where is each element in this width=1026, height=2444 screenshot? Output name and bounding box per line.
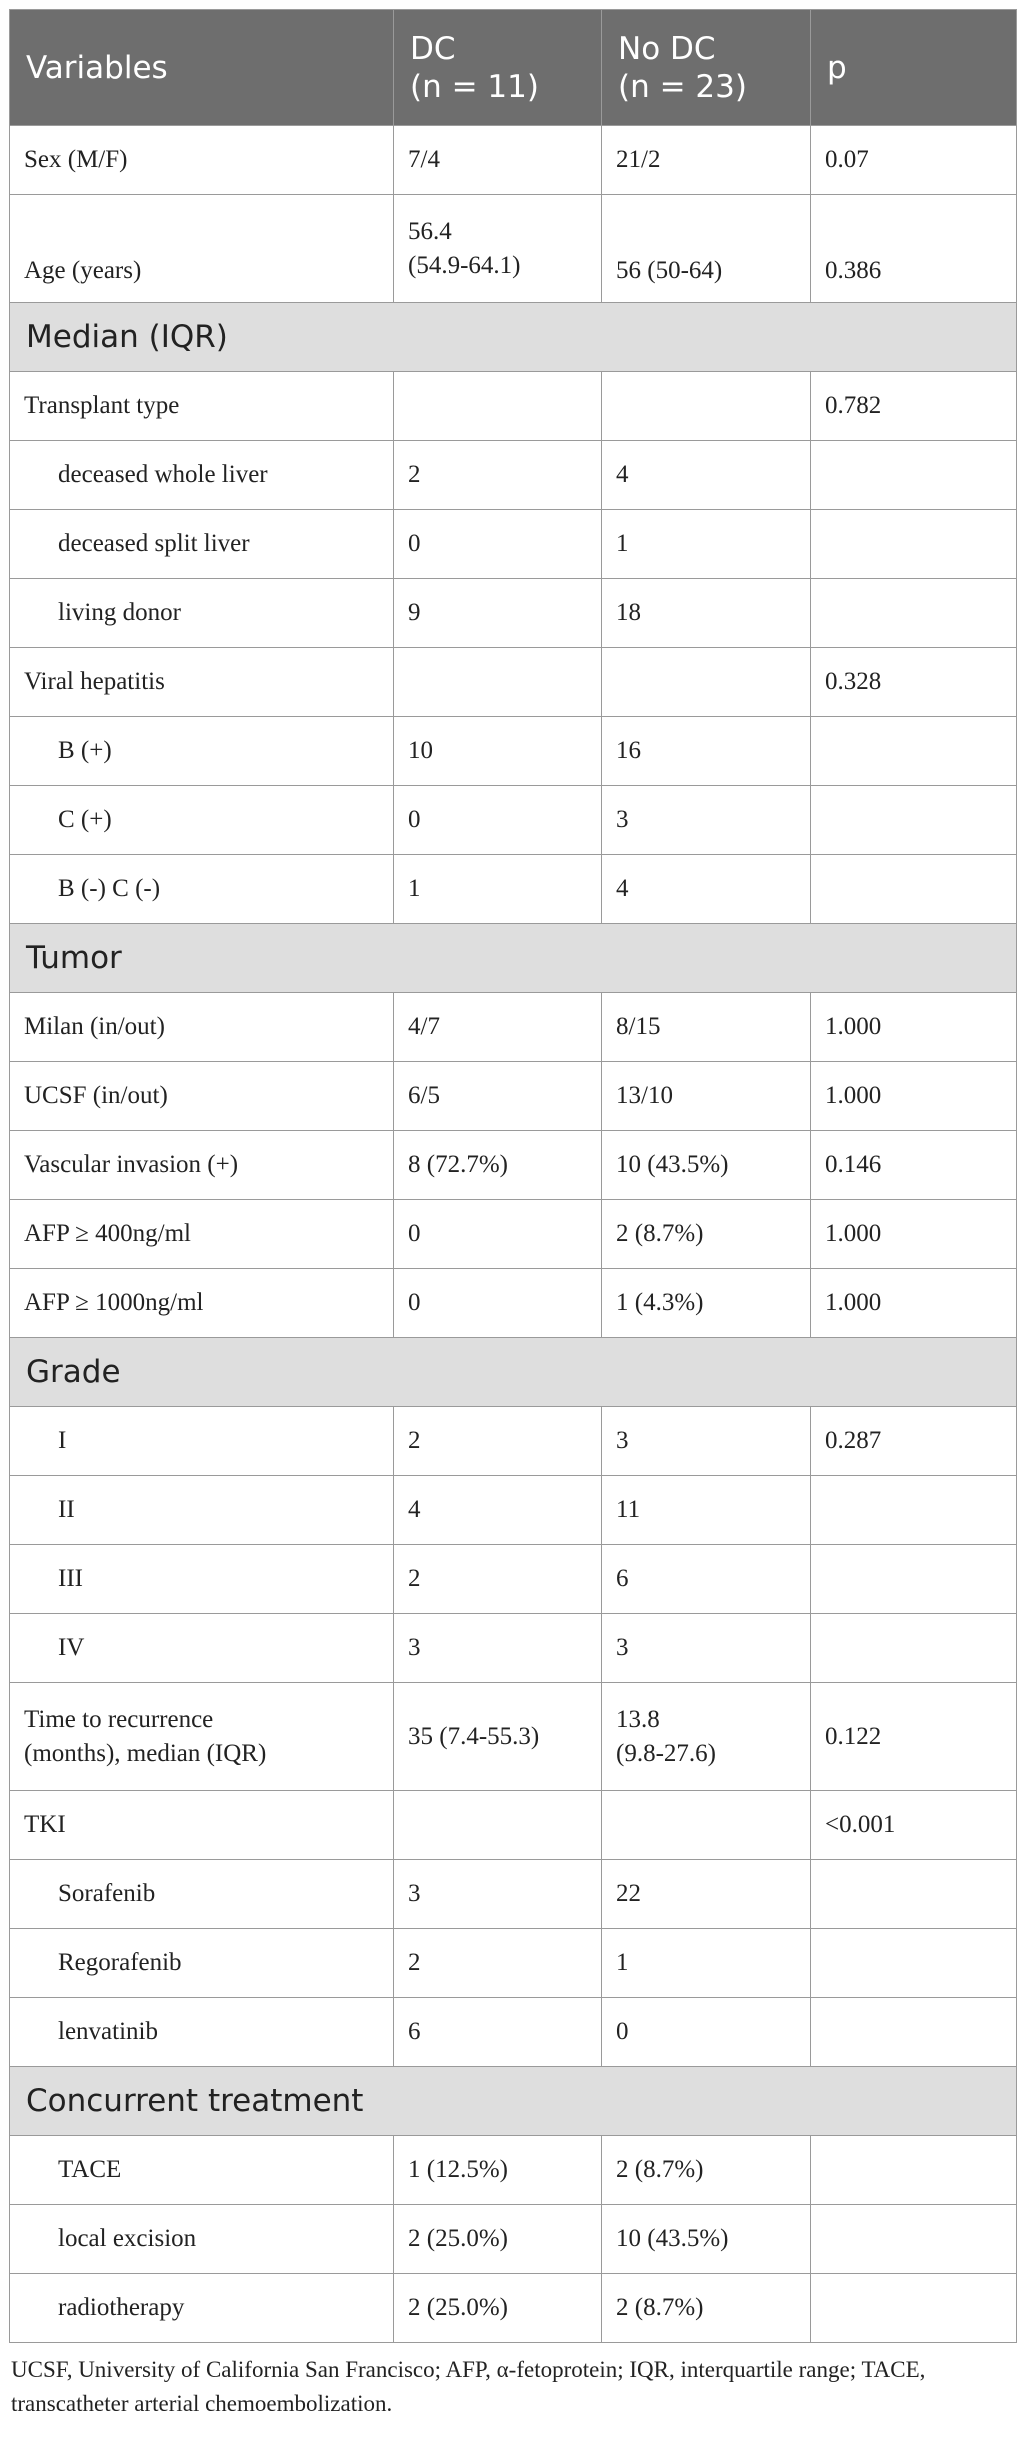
row-label: TKI bbox=[10, 1791, 394, 1860]
dc-value bbox=[394, 372, 602, 441]
table-row bbox=[10, 855, 1017, 924]
dc-value: 2 (25.0%) bbox=[394, 2205, 602, 2274]
dc-value bbox=[394, 1791, 602, 1860]
p-value: <0.001 bbox=[811, 1791, 1017, 1860]
no-dc-value: 1 bbox=[602, 510, 811, 579]
table-row bbox=[10, 579, 1017, 648]
dc-value: 8 (72.7%) bbox=[394, 1131, 602, 1200]
row-label: Transplant type bbox=[10, 372, 394, 441]
header-dc: DC (n = 11) bbox=[394, 10, 602, 126]
table-row bbox=[10, 1269, 1017, 1338]
p-value bbox=[811, 2274, 1017, 2343]
table-document bbox=[9, 9, 1016, 2421]
table-row bbox=[10, 1062, 1017, 1131]
dc-value: 10 bbox=[394, 717, 602, 786]
p-value bbox=[811, 1929, 1017, 1998]
dc-value: 6 bbox=[394, 1998, 602, 2067]
table-row bbox=[10, 1131, 1017, 1200]
no-dc-value: 6 bbox=[602, 1545, 811, 1614]
dc-value: 4/7 bbox=[394, 993, 602, 1062]
table-row bbox=[10, 1791, 1017, 1860]
p-value bbox=[811, 1614, 1017, 1683]
table-row bbox=[10, 1614, 1017, 1683]
table-row bbox=[10, 1407, 1017, 1476]
no-dc-value: 0 bbox=[602, 1998, 811, 2067]
p-value bbox=[811, 510, 1017, 579]
p-value bbox=[811, 1476, 1017, 1545]
row-label: UCSF (in/out) bbox=[10, 1062, 394, 1131]
no-dc-value: 3 bbox=[602, 1614, 811, 1683]
no-dc-value: 10 (43.5%) bbox=[602, 2205, 811, 2274]
table-row bbox=[10, 441, 1017, 510]
p-value bbox=[811, 855, 1017, 924]
p-value bbox=[811, 2205, 1017, 2274]
p-value: 1.000 bbox=[811, 1200, 1017, 1269]
row-label: living donor bbox=[10, 579, 394, 648]
table-body bbox=[10, 126, 1017, 2343]
table-row bbox=[10, 1200, 1017, 1269]
p-value: 0.146 bbox=[811, 1131, 1017, 1200]
row-label: deceased whole liver bbox=[10, 441, 394, 510]
table-row bbox=[10, 648, 1017, 717]
dc-value: 3 bbox=[394, 1614, 602, 1683]
table-row bbox=[10, 510, 1017, 579]
table-row bbox=[10, 372, 1017, 441]
dc-value: 4 bbox=[394, 1476, 602, 1545]
row-label: Viral hepatitis bbox=[10, 648, 394, 717]
no-dc-value: 4 bbox=[602, 855, 811, 924]
p-value bbox=[811, 717, 1017, 786]
p-value: 0.07 bbox=[811, 126, 1017, 195]
row-label: I bbox=[10, 1407, 394, 1476]
section-row bbox=[10, 924, 1017, 993]
no-dc-value: 18 bbox=[602, 579, 811, 648]
table-row bbox=[10, 2274, 1017, 2343]
dc-value: 56.4 (54.9-64.1) bbox=[394, 195, 602, 303]
no-dc-value: 13.8 (9.8-27.6) bbox=[602, 1683, 811, 1791]
no-dc-value bbox=[602, 372, 811, 441]
p-value bbox=[811, 1860, 1017, 1929]
table-row bbox=[10, 1545, 1017, 1614]
no-dc-value: 3 bbox=[602, 1407, 811, 1476]
section-label: Median (IQR) bbox=[10, 303, 1017, 372]
dc-value: 2 bbox=[394, 1407, 602, 1476]
row-label: IV bbox=[10, 1614, 394, 1683]
p-value bbox=[811, 579, 1017, 648]
no-dc-value: 21/2 bbox=[602, 126, 811, 195]
table-row bbox=[10, 126, 1017, 195]
p-value bbox=[811, 441, 1017, 510]
p-value: 0.122 bbox=[811, 1683, 1017, 1791]
row-label: TACE bbox=[10, 2136, 394, 2205]
table-row bbox=[10, 786, 1017, 855]
no-dc-value: 8/15 bbox=[602, 993, 811, 1062]
no-dc-value: 56 (50-64) bbox=[602, 195, 811, 303]
row-label: radiotherapy bbox=[10, 2274, 394, 2343]
p-value bbox=[811, 1998, 1017, 2067]
row-label: local excision bbox=[10, 2205, 394, 2274]
dc-value: 0 bbox=[394, 1200, 602, 1269]
dc-value: 2 (25.0%) bbox=[394, 2274, 602, 2343]
row-label: Sorafenib bbox=[10, 1860, 394, 1929]
dc-value: 6/5 bbox=[394, 1062, 602, 1131]
row-label: AFP ≥ 1000ng/ml bbox=[10, 1269, 394, 1338]
p-value: 1.000 bbox=[811, 1269, 1017, 1338]
row-label: Age (years) bbox=[10, 195, 394, 303]
dc-value: 0 bbox=[394, 1269, 602, 1338]
dc-value: 2 bbox=[394, 1929, 602, 1998]
dc-value: 9 bbox=[394, 579, 602, 648]
p-value: 0.287 bbox=[811, 1407, 1017, 1476]
table-row bbox=[10, 993, 1017, 1062]
dc-value: 2 bbox=[394, 1545, 602, 1614]
row-label: Milan (in/out) bbox=[10, 993, 394, 1062]
table-row bbox=[10, 717, 1017, 786]
section-label: Tumor bbox=[10, 924, 1017, 993]
dc-value: 0 bbox=[394, 510, 602, 579]
no-dc-value: 1 (4.3%) bbox=[602, 1269, 811, 1338]
no-dc-value: 10 (43.5%) bbox=[602, 1131, 811, 1200]
no-dc-value: 2 (8.7%) bbox=[602, 2136, 811, 2205]
no-dc-value bbox=[602, 1791, 811, 1860]
row-label: II bbox=[10, 1476, 394, 1545]
no-dc-value: 2 (8.7%) bbox=[602, 1200, 811, 1269]
no-dc-value: 2 (8.7%) bbox=[602, 2274, 811, 2343]
row-label: lenvatinib bbox=[10, 1998, 394, 2067]
row-label: Vascular invasion (+) bbox=[10, 1131, 394, 1200]
p-value: 0.386 bbox=[811, 195, 1017, 303]
p-value: 0.782 bbox=[811, 372, 1017, 441]
p-value: 0.328 bbox=[811, 648, 1017, 717]
dc-value: 7/4 bbox=[394, 126, 602, 195]
row-label: Regorafenib bbox=[10, 1929, 394, 1998]
row-label: deceased split liver bbox=[10, 510, 394, 579]
header-p: p bbox=[811, 10, 1017, 126]
no-dc-value: 1 bbox=[602, 1929, 811, 1998]
dc-value: 0 bbox=[394, 786, 602, 855]
table-row bbox=[10, 2136, 1017, 2205]
table-row bbox=[10, 2205, 1017, 2274]
table-row bbox=[10, 1860, 1017, 1929]
row-label: III bbox=[10, 1545, 394, 1614]
section-row bbox=[10, 2067, 1017, 2136]
no-dc-value: 16 bbox=[602, 717, 811, 786]
section-row bbox=[10, 303, 1017, 372]
table-row bbox=[10, 1998, 1017, 2067]
table-row bbox=[10, 195, 1017, 303]
table-footnote: UCSF, University of California San Francisco; AFP, α-fetoprotein; IQR, interquartile range; TACE, transcatheter arterial chemoembolization. bbox=[11, 2357, 926, 2416]
dc-value: 1 bbox=[394, 855, 602, 924]
dc-value: 2 bbox=[394, 441, 602, 510]
header-no-dc: No DC (n = 23) bbox=[602, 10, 811, 126]
table-row bbox=[10, 1476, 1017, 1545]
section-label: Concurrent treatment bbox=[10, 2067, 1017, 2136]
row-label: B (+) bbox=[10, 717, 394, 786]
row-label: AFP ≥ 400ng/ml bbox=[10, 1200, 394, 1269]
row-label: C (+) bbox=[10, 786, 394, 855]
header-variables: Variables bbox=[10, 10, 394, 126]
p-value bbox=[811, 786, 1017, 855]
p-value bbox=[811, 2136, 1017, 2205]
p-value: 1.000 bbox=[811, 993, 1017, 1062]
row-label: B (-) C (-) bbox=[10, 855, 394, 924]
dc-value bbox=[394, 648, 602, 717]
dc-value: 35 (7.4-55.3) bbox=[394, 1683, 602, 1791]
no-dc-value: 11 bbox=[602, 1476, 811, 1545]
dc-value: 3 bbox=[394, 1860, 602, 1929]
demographics-table bbox=[9, 9, 1017, 2343]
table-row bbox=[10, 1929, 1017, 1998]
section-row bbox=[10, 1338, 1017, 1407]
table-row bbox=[10, 1683, 1017, 1791]
p-value bbox=[811, 1545, 1017, 1614]
section-label: Grade bbox=[10, 1338, 1017, 1407]
row-label: Sex (M/F) bbox=[10, 126, 394, 195]
no-dc-value: 3 bbox=[602, 786, 811, 855]
no-dc-value: 22 bbox=[602, 1860, 811, 1929]
table-header-row bbox=[10, 10, 1017, 126]
no-dc-value: 4 bbox=[602, 441, 811, 510]
no-dc-value: 13/10 bbox=[602, 1062, 811, 1131]
p-value: 1.000 bbox=[811, 1062, 1017, 1131]
row-label: Time to recurrence (months), median (IQR) bbox=[10, 1683, 394, 1791]
no-dc-value bbox=[602, 648, 811, 717]
dc-value: 1 (12.5%) bbox=[394, 2136, 602, 2205]
